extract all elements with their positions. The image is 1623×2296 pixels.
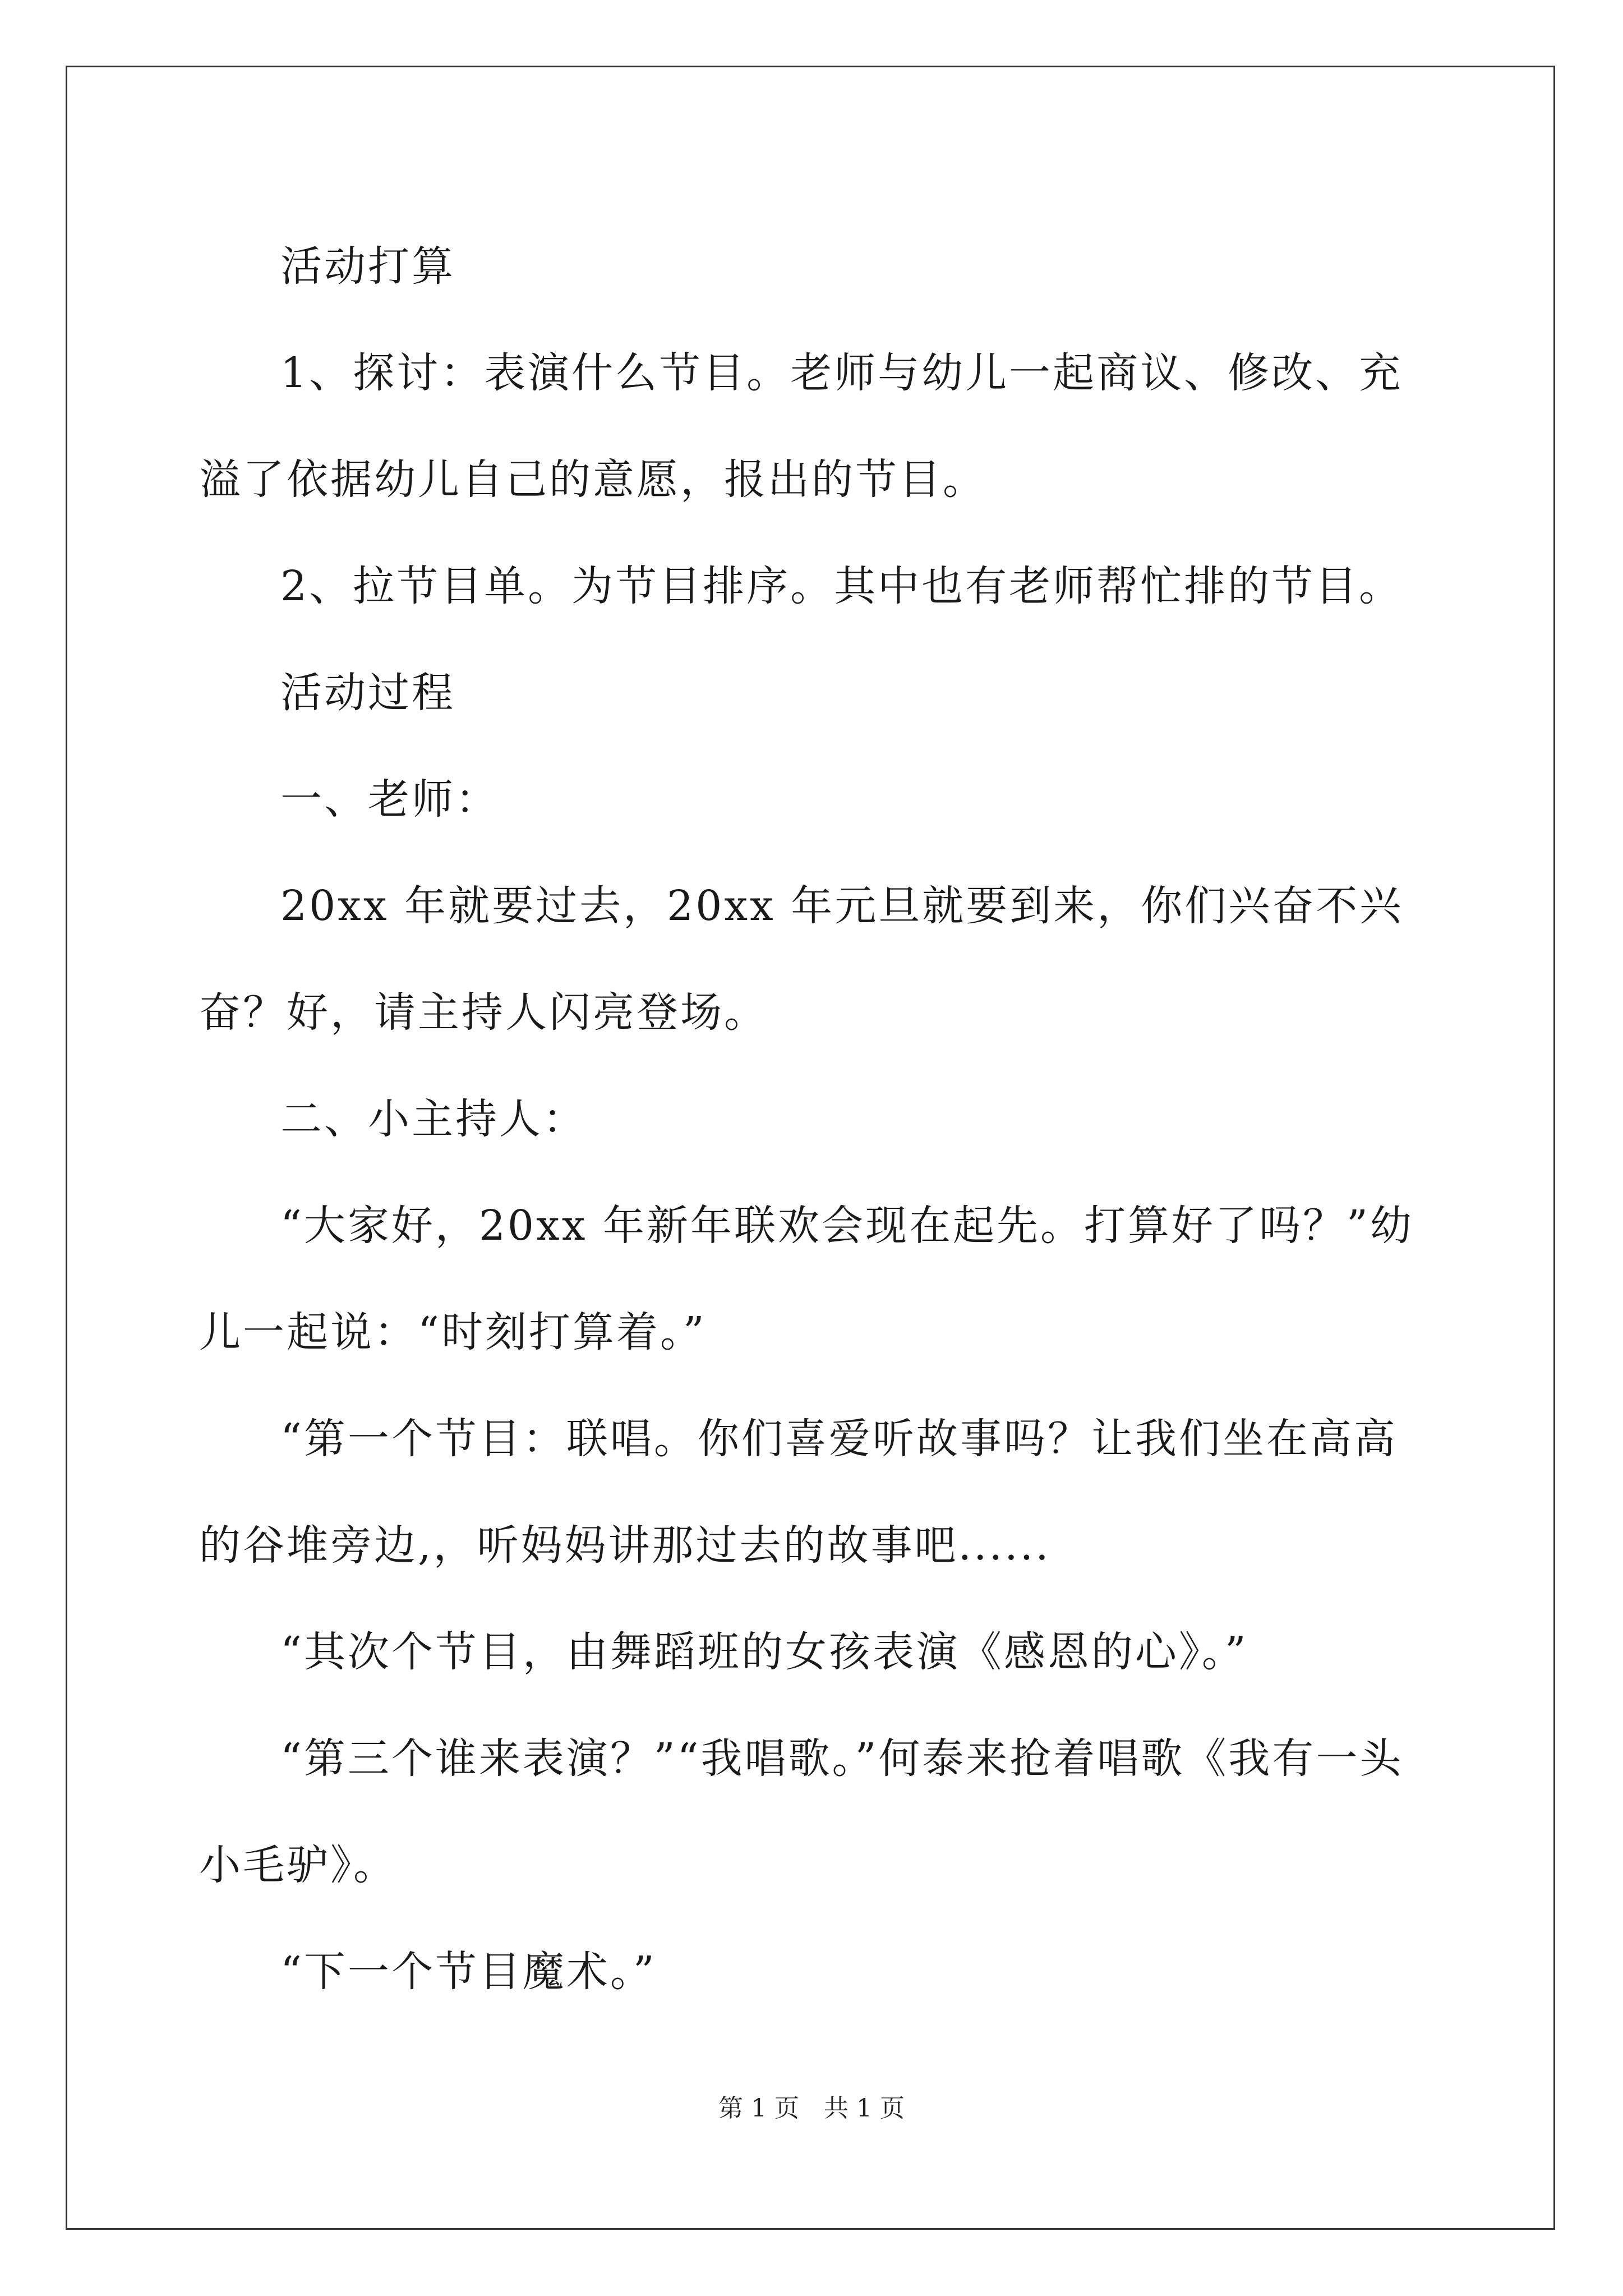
- paragraph-third-program: “第三个谁来表演？”“我唱歌。”何泰来抢着唱歌《我有一头小毛驴》。: [199, 1734, 1404, 1889]
- paragraph-teacher-heading: 一、老师：: [280, 775, 499, 823]
- paragraph-host-heading: 二、小主持人：: [280, 1095, 587, 1143]
- paragraph-heading-preparation: 活动打算: [280, 242, 455, 291]
- page-footer: 第 1 页 共 1 页: [718, 2094, 905, 2123]
- document-body: [199, 213, 1433, 2025]
- paragraph-discussion: 1、探讨：表演什么节目。老师与幼儿一起商议、修改、充溢了依据幼儿自己的意愿，报出的节目。: [199, 349, 1403, 504]
- paragraph-first-program: “第一个节目：联唱。你们喜爱听故事吗？让我们坐在高高的谷堆旁边,，听妈妈讲那过去的故事吧......: [199, 1415, 1398, 1570]
- paragraph-teacher-speech: 20xx 年就要过去，20xx 年元旦就要到来，你们兴奋不兴奋？好，请主持人闪亮登场。: [199, 882, 1404, 1037]
- paragraph-second-program: “其次个节目，由舞蹈班的女孩表演《感恩的心》。”: [280, 1628, 1248, 1676]
- paragraph-program-list: 2、拉节目单。为节目排序。其中也有老师帮忙排的节目。: [280, 562, 1403, 610]
- paragraph-next-program: “下一个节目魔术。”: [280, 1948, 657, 1996]
- paragraph-heading-process: 活动过程: [280, 669, 455, 717]
- paragraph-host-opening: “大家好，20xx 年新年联欢会现在起先。打算好了吗？”幼儿一起说：“时刻打算着。”: [199, 1202, 1414, 1356]
